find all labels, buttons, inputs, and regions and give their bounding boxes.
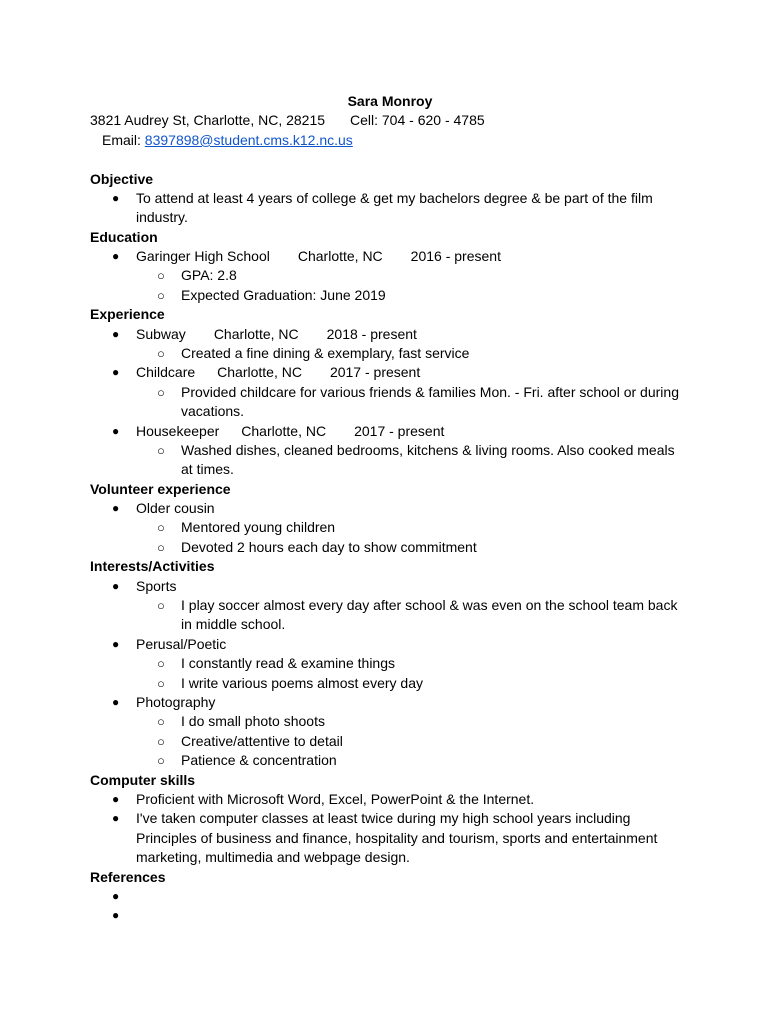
- sub-bullet-icon: ○: [157, 346, 165, 361]
- job-detail-text: Provided childcare for various friends & families Mon. - Fri. after school or during: [181, 384, 679, 400]
- job-detail-text: Washed dishes, cleaned bedrooms, kitchens & living rooms. Also cooked meals: [181, 442, 675, 458]
- interest-detail-text: I play soccer almost every day after school & was even on the school team back: [181, 597, 678, 613]
- computer-item: [0, 809, 768, 829]
- interest-sports: [0, 577, 768, 597]
- experience-heading-text: Experience: [90, 306, 165, 322]
- computer-item-text: Proficient with Microsoft Word, Excel, PowerPoint & the Internet.: [136, 791, 535, 807]
- sub-bullet-icon: ○: [157, 753, 165, 768]
- email-row: [102, 131, 353, 151]
- job-row: [136, 325, 417, 345]
- job-detail-text: Created a fine dining & exemplary, fast service: [181, 345, 470, 361]
- job-title: Subway: [136, 326, 186, 342]
- job-detail-text: at times.: [181, 461, 234, 477]
- graduation-text: Expected Graduation: June 2019: [181, 287, 386, 303]
- school-location: Charlotte, NC: [297, 248, 383, 264]
- volunteer-heading-text: Volunteer experience: [90, 481, 231, 497]
- interest-detail: [0, 596, 768, 616]
- objective-item: [0, 189, 768, 209]
- sub-bullet-icon: ○: [157, 734, 165, 749]
- bullet-icon: ●: [112, 908, 120, 922]
- interest-photography: [0, 693, 768, 713]
- sub-bullet-icon: ○: [157, 714, 165, 729]
- bullet-icon: ●: [112, 365, 120, 379]
- bullet-icon: ●: [112, 249, 120, 263]
- volunteer-detail: [0, 538, 768, 558]
- job-detail-cont: [0, 460, 768, 480]
- job-dates: 2017 - present: [329, 364, 421, 380]
- job-detail: [0, 344, 768, 364]
- bullet-icon: ●: [112, 424, 120, 438]
- address-text: 3821 Audrey St, Charlotte, NC, 28215: [90, 112, 326, 128]
- interest-detail-text: I write various poems almost every day: [181, 675, 423, 691]
- computer-item-cont: [0, 848, 768, 868]
- job-subway: [0, 325, 768, 345]
- bullet-icon: ●: [112, 811, 120, 825]
- bullet-icon: ●: [112, 191, 120, 205]
- bullet-icon: ●: [112, 792, 120, 806]
- bullet-icon: ●: [112, 327, 120, 341]
- interest-label: Sports: [136, 578, 177, 594]
- education-graduation: [0, 286, 768, 306]
- sub-bullet-icon: ○: [157, 520, 165, 535]
- education-heading: [0, 228, 768, 248]
- job-title: Childcare: [136, 364, 196, 380]
- job-title: Housekeeper: [136, 423, 220, 439]
- school-dates: 2016 - present: [410, 248, 501, 264]
- gpa-text: GPA: 2.8: [181, 267, 237, 283]
- computer-item: [0, 790, 768, 810]
- interest-perusal: [0, 635, 768, 655]
- job-detail-cont: [0, 402, 768, 422]
- bullet-icon: ●: [112, 579, 120, 593]
- computer-heading-text: Computer skills: [90, 772, 196, 788]
- interest-label: Photography: [136, 694, 216, 710]
- volunteer-detail-text: Devoted 2 hours each day to show commitment: [181, 539, 477, 555]
- objective-item-cont: [0, 208, 768, 228]
- objective-line-1: To attend at least 4 years of college & get my bachelors degree & be part of the film: [136, 190, 653, 206]
- sub-bullet-icon: ○: [157, 676, 165, 691]
- contact-line: [0, 111, 768, 131]
- job-location: Charlotte, NC: [213, 326, 299, 342]
- interests-heading-text: Interests/Activities: [90, 558, 215, 574]
- interest-detail: [0, 674, 768, 694]
- education-gpa: [0, 266, 768, 286]
- references-heading: [0, 868, 768, 888]
- sub-bullet-icon: ○: [157, 288, 165, 303]
- reference-item: [0, 887, 768, 907]
- volunteer-detail: [0, 518, 768, 538]
- computer-item-text: I've taken computer classes at least twice during my high school years including: [136, 810, 631, 826]
- education-school: [0, 247, 768, 267]
- interest-detail: [0, 732, 768, 752]
- job-housekeeper: [0, 422, 768, 442]
- interest-detail-text: in middle school.: [181, 616, 286, 632]
- school-name: Garinger High School: [136, 248, 270, 264]
- bullet-icon: ●: [112, 501, 120, 515]
- interest-detail: [0, 751, 768, 771]
- objective-heading-text: Objective: [90, 171, 154, 187]
- email-link[interactable]: 8397898@student.cms.k12.nc.us: [144, 132, 353, 148]
- experience-heading: [0, 305, 768, 325]
- education-heading-text: Education: [90, 229, 158, 245]
- sub-bullet-icon: ○: [157, 598, 165, 613]
- job-location: Charlotte, NC: [217, 364, 302, 380]
- computer-heading: [0, 771, 768, 791]
- volunteer-role: [0, 499, 768, 519]
- job-detail-text: vacations.: [181, 403, 245, 419]
- resume-name: Sara Monroy: [347, 93, 433, 109]
- sub-bullet-icon: ○: [157, 268, 165, 283]
- objective-line-2: industry.: [136, 209, 188, 225]
- sub-bullet-icon: ○: [157, 656, 165, 671]
- sub-bullet-icon: ○: [157, 443, 165, 458]
- computer-item-text: Principles of business and finance, hospitality and tourism, sports and entertainment: [136, 830, 658, 846]
- sub-bullet-icon: ○: [157, 385, 165, 400]
- interest-detail: [0, 654, 768, 674]
- job-childcare: [0, 363, 768, 383]
- volunteer-heading: [0, 480, 768, 500]
- interest-detail-text: I do small photo shoots: [181, 713, 325, 729]
- interest-detail-cont: [0, 615, 768, 635]
- interest-detail-text: Patience & concentration: [181, 752, 337, 768]
- bullet-icon: ●: [112, 889, 120, 903]
- interests-heading: [0, 557, 768, 577]
- job-location: Charlotte, NC: [241, 423, 327, 439]
- cell-text: Cell: 704 - 620 - 4785: [350, 112, 485, 128]
- objective-heading: [0, 170, 768, 190]
- bullet-icon: ●: [112, 695, 120, 709]
- job-dates: 2018 - present: [326, 326, 417, 342]
- job-detail: [0, 441, 768, 461]
- interest-detail-text: Creative/attentive to detail: [181, 733, 343, 749]
- school-row: [136, 247, 501, 267]
- computer-item-text: marketing, multimedia and webpage design.: [136, 849, 410, 865]
- volunteer-detail-text: Mentored young children: [181, 519, 336, 535]
- email-label: Email:: [102, 132, 145, 148]
- interest-label: Perusal/Poetic: [136, 636, 227, 652]
- job-row: [136, 422, 444, 442]
- sub-bullet-icon: ○: [157, 540, 165, 555]
- interest-detail-text: I constantly read & examine things: [181, 655, 396, 671]
- reference-item: [0, 906, 768, 926]
- bullet-icon: ●: [112, 637, 120, 651]
- references-heading-text: References: [90, 869, 166, 885]
- interest-detail: [0, 712, 768, 732]
- job-row: [136, 363, 420, 383]
- volunteer-role-text: Older cousin: [136, 500, 215, 516]
- email-line: [0, 131, 768, 151]
- job-detail: [0, 383, 768, 403]
- job-dates: 2017 - present: [354, 423, 445, 439]
- computer-item-cont: [0, 829, 768, 849]
